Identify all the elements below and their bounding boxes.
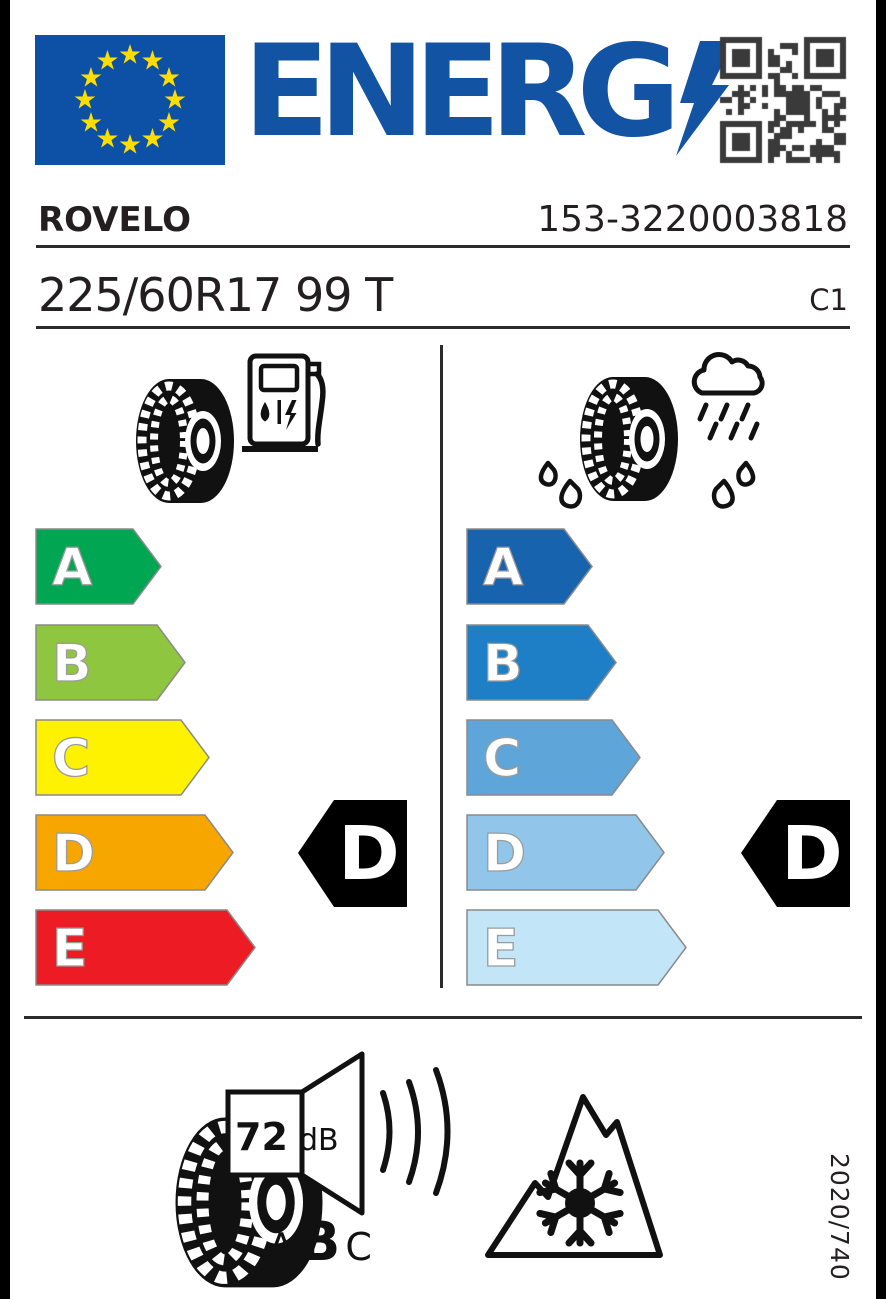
- wet-grip-scale: [466, 528, 706, 988]
- noise-db-unit: dB: [298, 1123, 339, 1158]
- grade-arrow-a: A: [466, 528, 594, 609]
- tire-rain-cloud-icon: [528, 343, 848, 520]
- fuel-rating-letter: D: [338, 811, 400, 897]
- grade-arrow-c: C: [466, 719, 642, 800]
- noise-db-value: 72: [235, 1115, 288, 1159]
- eu-star: ★: [140, 45, 165, 77]
- eu-star: ★: [140, 123, 165, 155]
- brand-name: ROVELO: [38, 200, 192, 240]
- fuel-efficiency-scale: [35, 528, 275, 988]
- eu-star: ★: [156, 62, 182, 93]
- snowflake-mountain-icon: [480, 1085, 680, 1267]
- eu-star: ★: [117, 39, 143, 71]
- wet-grip-rating-letter: D: [781, 811, 843, 897]
- divider-line: [36, 326, 850, 329]
- tire-fuel-pump-icon: [122, 348, 422, 520]
- eu-star: ★: [78, 107, 104, 138]
- energ-logo: [243, 17, 736, 165]
- tire-noise-speaker-icon: [155, 1040, 475, 1295]
- regulation-number: 2020/740: [825, 1153, 854, 1281]
- grade-arrow-b: B: [466, 624, 618, 705]
- eu-star: ★: [117, 129, 143, 161]
- qr-code: [718, 35, 848, 165]
- grade-arrow-d: D: [466, 814, 666, 895]
- fuel-rating-indicator: [297, 798, 408, 909]
- noise-class-scale: A B C: [268, 1210, 372, 1273]
- rain-drops: [700, 405, 757, 438]
- vertical-divider: [440, 345, 443, 988]
- wet-grip-rating-indicator: [740, 798, 851, 909]
- grade-arrow-d: D: [35, 814, 235, 895]
- left-border-bar: [0, 0, 10, 1299]
- divider-line: [36, 245, 850, 248]
- eu-star: ★: [156, 107, 182, 138]
- eu-star: ★: [95, 123, 120, 155]
- grade-arrow-c: C: [35, 719, 211, 800]
- eu-flag-icon: [35, 35, 225, 165]
- grade-arrow-b: B: [35, 624, 187, 705]
- energ-logo-text: ENERG: [243, 17, 670, 165]
- grade-arrow-e: E: [466, 909, 688, 990]
- divider-line: [24, 1016, 862, 1019]
- tire-class: C1: [809, 283, 848, 317]
- sound-waves-icon: [383, 1070, 448, 1193]
- right-border-bar: [876, 0, 886, 1299]
- eu-star: ★: [162, 84, 188, 116]
- eu-star: ★: [72, 84, 98, 116]
- eu-star: ★: [95, 45, 120, 77]
- tire-size: 225/60R17 99 T: [38, 268, 393, 322]
- label-id: 153-3220003818: [537, 199, 848, 240]
- grade-arrow-a: A: [35, 528, 163, 609]
- eu-star: ★: [78, 62, 104, 93]
- grade-arrow-e: E: [35, 909, 257, 990]
